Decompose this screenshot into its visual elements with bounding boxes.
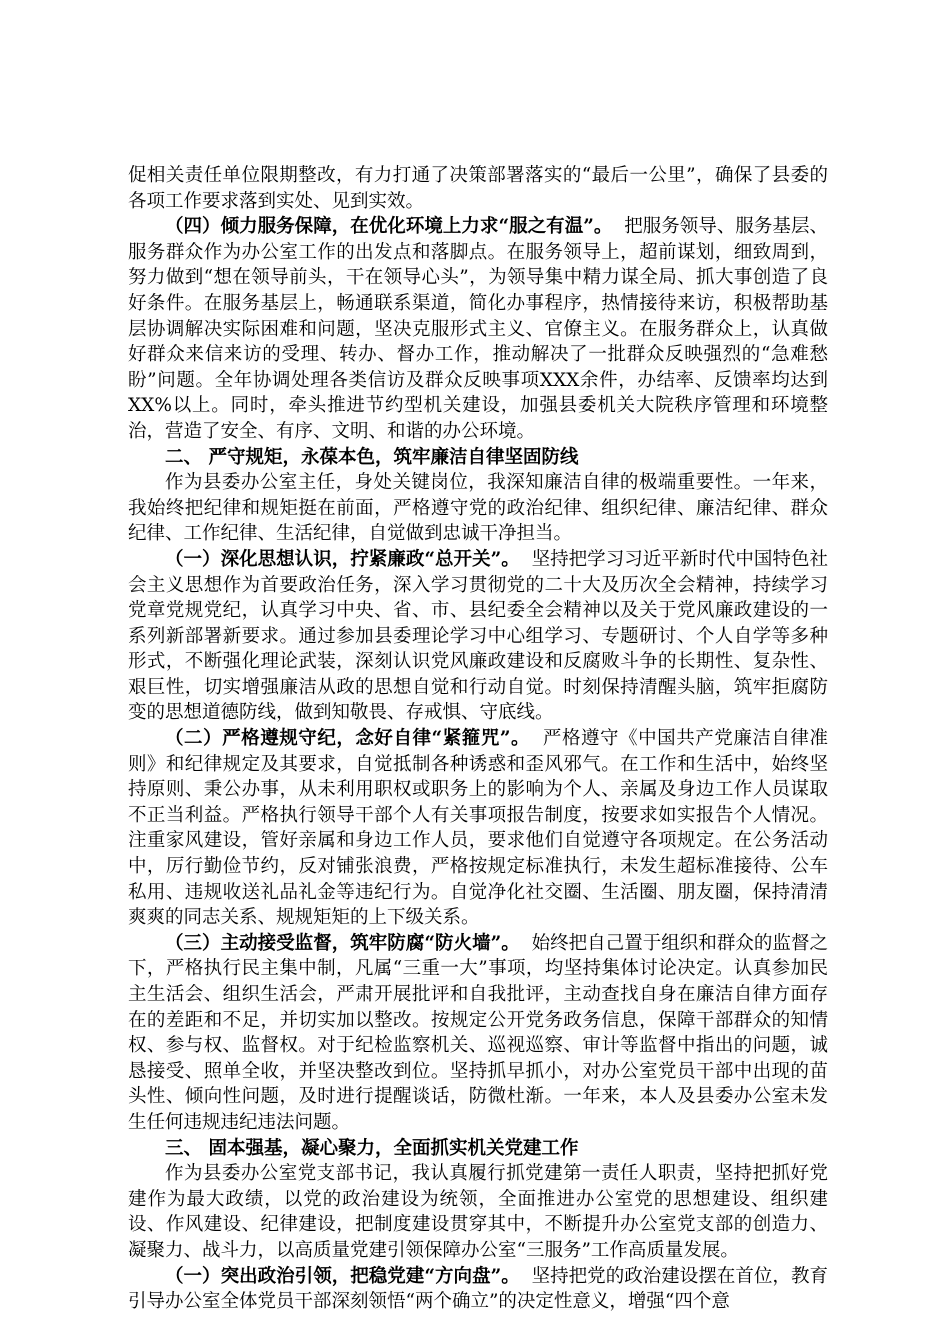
- paragraph-supervision: [128, 931, 828, 1136]
- paragraph-text: 始终把自己置于组织和群众的监督之下，严格执行民主集中制，凡属“三重一大”事项，均坚持集体讨论决定。认真参加民主生活会、组织生活会，严肃开展批评和自我批评，主动查找自身在廉洁自律方面存在的差距和不足，并切实加以整改。按规定公开党务政务信息，保障干部群众的知情权、参与权、监督权。对于纪检监察机关、巡视巡察、审计等监督中指出的问题，诚恳接受、照单全收，并坚决整改到位。坚持抓早抓小，对办公室党员干部中出现的苗头性、倾向性问题，及时进行提醒谈话，防微杜渐。一年来，本人及县委办公室未发生任何违规违纪违法问题。: [128, 932, 828, 1133]
- paragraph-discipline: [128, 726, 828, 931]
- paragraph-lead: （二）严格遵规守纪，念好自律“紧箍咒”。: [165, 728, 531, 750]
- document-body: [128, 163, 828, 1315]
- section-heading-2: [128, 445, 828, 471]
- paragraph-intro-party-building: [128, 1161, 828, 1263]
- paragraph-lead: （一）突出政治引领，把稳党建“方向盘”。: [165, 1265, 520, 1287]
- paragraph-ideological: [128, 547, 828, 726]
- paragraph-political-guidance: [128, 1264, 828, 1315]
- paragraph-lead: （三）主动接受监督，筑牢防腐“防火墙”。: [165, 932, 520, 954]
- paragraph-text: 坚持把学习习近平新时代中国特色社会主义思想作为首要政治任务，深入学习贯彻党的二十大及历次全会精神，持续学习党章党规党纪，认真学习中央、省、市、县纪委全会精神以及关于党风廉政建设的一系列新部署新要求。通过参加县委理论学习中心组学习、专题研讨、个人自学等多种形式，不断强化理论武装，深刻认识党风廉政建设和反腐败斗争的长期性、复杂性、艰巨性，切实增强廉洁从政的思想自觉和行动自觉。时刻保持清醒头脑，筑牢拒腐防变的思想道德防线，做到知敬畏、存戒惧、守底线。: [128, 548, 828, 724]
- section-heading-text: 二、 严守规矩，永葆本色，筑牢廉洁自律坚固防线: [165, 446, 579, 468]
- paragraph-text: 严格遵守《中国共产党廉洁自律准则》和纪律规定及其要求，自觉抵制各种诱惑和歪风邪气。在工作和生活中，始终坚持原则、秉公办事，从未利用职权或职务上的影响为个人、亲属及身边工作人员谋取不正当利益。严格执行领导干部个人有关事项报告制度，按要求如实报告个人情况。注重家风建设，管好亲属和身边工作人员，要求他们自觉遵守各项规定。在公务活动中，厉行勤俭节约，反对铺张浪费，严格按规定标准执行，未发生超标准接待、公车私用、违规收送礼品礼金等违纪行为。自觉净化社交圈、生活圈、朋友圈，保持清清爽爽的同志关系、规规矩矩的上下级关系。: [128, 728, 828, 929]
- paragraph-text: 促相关责任单位限期整改，有力打通了决策部署落实的“最后一公里”，确保了县委的各项工作要求落到实处、见到实效。: [128, 165, 828, 212]
- paragraph-lead: （一）深化思想认识，拧紧廉政“总开关”。: [165, 548, 520, 570]
- paragraph-text: 把服务领导、服务基层、服务群众作为办公室工作的出发点和落脚点。在服务领导上，超前谋划，细致周到，努力做到“想在领导前头，干在领导心头”，为领导集中精力谋全局、抓大事创造了良好条件。在服务基层上，畅通联系渠道，简化办事程序，热情接待来访，积极帮助基层协调解决实际困难和问题，坚决克服形式主义、官僚主义。在服务群众上，认真做好群众来信来访的受理、转办、督办工作，推动解决了一批群众反映强烈的“急难愁盼”问题。全年协调处理各类信访及群众反映事项XXX余件，办结率、反馈率均达到XX%以上。同时，牵头推进节约型机关建设，加强县委机关大院秩序管理和环境整治，营造了安全、有序、文明、和谐的办公环境。: [128, 216, 828, 442]
- paragraph-continuation: [128, 163, 828, 214]
- section-heading-3: [128, 1136, 828, 1162]
- paragraph-service-guarantee: [128, 214, 828, 444]
- section-heading-text: 三、 固本强基，凝心聚力，全面抓实机关党建工作: [165, 1137, 579, 1159]
- paragraph-text: 坚持把党的政治建设摆在首位，教育引导办公室全体党员干部深刻领悟“两个确立”的决定性意义，增强“四个意: [128, 1265, 828, 1313]
- paragraph-lead: （四）倾力服务保障，在优化环境上力求“服之有温”。: [165, 216, 613, 238]
- paragraph-intro-integrity: [128, 470, 828, 547]
- paragraph-text: 作为县委办公室党支部书记，我认真履行抓党建第一责任人职责，坚持把抓好党建作为最大政绩，以党的政治建设为统领，全面推进办公室党的思想建设、组织建设、作风建设、纪律建设，把制度建设贯穿其中，不断提升办公室党支部的创造力、凝聚力、战斗力，以高质量党建引领保障办公室“三服务”工作高质量发展。: [128, 1163, 828, 1261]
- paragraph-text: 作为县委办公室主任，身处关键岗位，我深知廉洁自律的极端重要性。一年来，我始终把纪律和规矩挺在前面，严格遵守党的政治纪律、组织纪律、廉洁纪律、群众纪律、工作纪律、生活纪律，自觉做到忠诚干净担当。: [128, 472, 828, 545]
